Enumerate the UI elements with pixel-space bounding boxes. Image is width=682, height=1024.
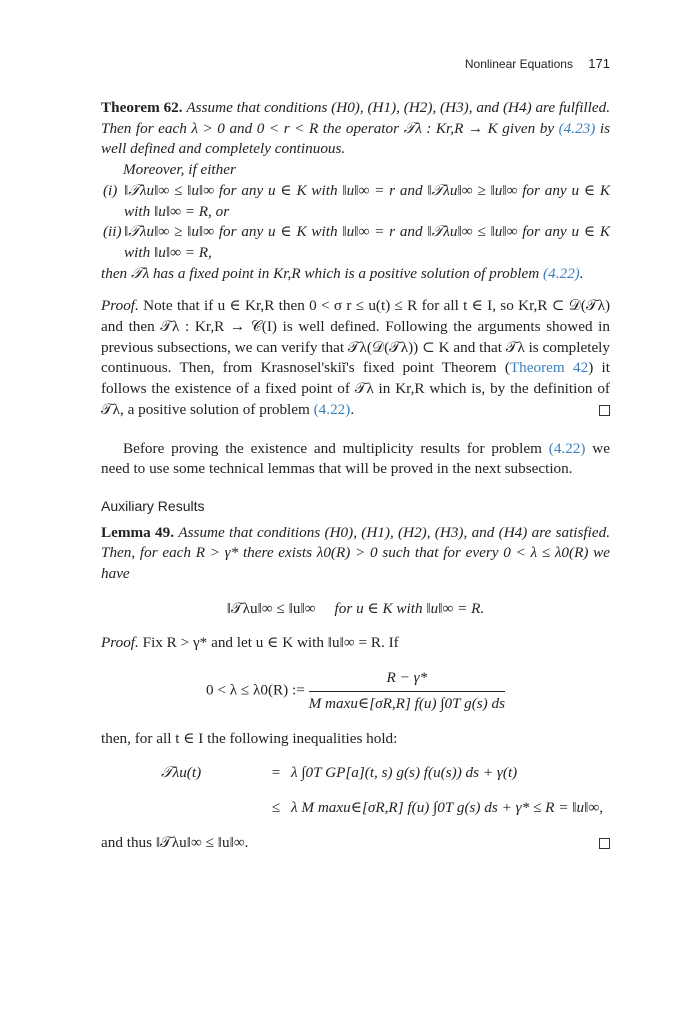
inequality-chain: 𝒯λu(t) = λ ∫0T GP[a](t, s) g(s) f(u(s)) ds + γ(t) ≤ λ M maxu∈[σR,R] f(u) ∫0T g(s) ds + γ* ≤ R = ‖u‖∞, (161, 764, 604, 816)
section-title: Nonlinear Equations (464, 57, 573, 71)
running-header (465, 56, 610, 71)
theorem-link[interactable]: Theorem 42 (509, 359, 589, 377)
theorem-label: Theorem 62. (101, 99, 183, 116)
qed-icon (599, 838, 610, 849)
page-number: 171 (588, 56, 610, 71)
qed-icon (599, 405, 610, 416)
equation-link[interactable]: (4.23) (558, 119, 596, 137)
equation-link[interactable]: (4.22) (313, 400, 351, 418)
theorem-statement: Theorem 62. Assume that conditions (H0), (H1), (H2), (H3), and (H4) are fulfilled. Then for each λ > 0 and 0 < r < R the operator 𝒯λ : Kr,R → K given by (4.23) is well defined and completely continuous. (101, 99, 611, 158)
proof-label: Proof. (101, 634, 139, 652)
proof-theorem: Proof. Note that if u ∈ Kr,R then 0 < σ r ≤ u(t) ≤ R for all t ∈ I, so Kr,R ⊂ 𝒟(𝒯λ) and then 𝒯λ : Kr,R → 𝒞(I) is well defined. Following the arguments showed in previous subsections, we can verify that 𝒯λ(𝒟(𝒯λ)) ⊂ K and that 𝒯λ is completely continuous. Then, from Krasnosel'skiĭ's fixed point Theorem (Theorem 42) it follows the existence of a fixed point of 𝒯λ in Kr,R which is, by the definition of 𝒯λ, a positive solution of problem (4.22). (101, 297, 610, 418)
proof-text: then, for all t ∈ I the following inequalities hold: (101, 729, 398, 747)
theorem-conclusion: then 𝒯λ has a fixed point in Kr,R which is a positive solution of problem (4.22). (101, 264, 584, 282)
equation-link[interactable]: (4.22) (543, 264, 580, 282)
proof-lemma: Proof. Fix R > γ* and let u ∈ K with ‖u‖∞ = R. If (101, 634, 399, 652)
lemma-display: ‖𝒯λu‖∞ ≤ ‖u‖∞ for u ∈ K with ‖u‖∞ = R. (226, 599, 485, 617)
theorem-item-i: (i) ‖𝒯λu‖∞ ≤ ‖u‖∞ for any u ∈ K with ‖u‖∞ = r and ‖𝒯λu‖∞ ≥ ‖u‖∞ for any u ∈ K with ‖u‖∞ = R, or (103, 181, 610, 220)
fraction: $\frac{R - \gamma*}{\text{M maxu∈[σR,R] f(u) ∫0T g(s) ds}}$ (308, 669, 506, 712)
lemma-statement: Lemma 49. Assume that conditions (H0), (H1), (H2), (H3), and (H4) are satisfied. Then, for each R > γ* there exists λ0(R) > 0 such that for every 0 < λ ≤ λ0(R) we have (101, 523, 610, 583)
lemma-label: Lemma 49. (101, 523, 175, 541)
equation-link[interactable]: (4.22) (548, 439, 586, 457)
theorem-item-ii: (ii) ‖𝒯λu‖∞ ≥ ‖u‖∞ for any u ∈ K with ‖u‖∞ = r and ‖𝒯λu‖∞ ≤ ‖u‖∞ for any u ∈ K with ‖u‖∞ = R, (103, 223, 610, 261)
lambda-bound: 0 < λ ≤ λ0(R) := $\frac{R - \gamma*}{\text{M maxu∈[σR,R] f(u) ∫0T g(s) ds}}$ (101, 668, 610, 714)
proof-conclusion: and thus ‖𝒯λu‖∞ ≤ ‖u‖∞. (101, 833, 610, 854)
theorem-moreover: Moreover, if either (123, 161, 236, 179)
page-content (101, 98, 610, 853)
proof-label: Proof. (101, 297, 139, 315)
subsection-title: Auxiliary Results (101, 497, 205, 514)
intro-paragraph: Before proving the existence and multiplicity results for problem (4.22) we need to use some technical lemmas that will be proved in the next subsection. (101, 439, 611, 478)
